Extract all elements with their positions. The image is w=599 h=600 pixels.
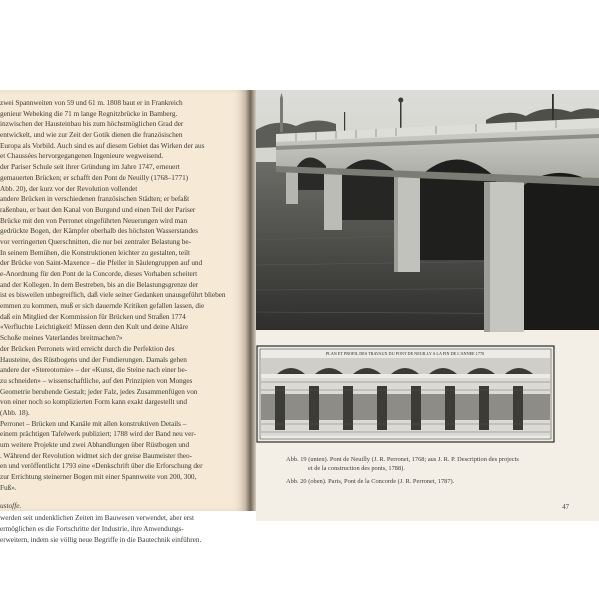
text-line: der Brücken Perronets wird erreicht durch die Perfektion des bbox=[0, 343, 175, 353]
text-line: zwei Spannweiten von 59 und 61 m. 1808 baut er in Frankreich bbox=[0, 98, 183, 107]
caption-text: Paris, Pont de la Concorde (J. R. Perronet, 1787). bbox=[328, 478, 455, 485]
text-line: en und veröffentlicht 1793 eine «Denkschrift über die Erforschung der bbox=[0, 461, 203, 471]
text-line: emmen zu kommen, muß er sich dauernde Kritiken gefallen lassen, die bbox=[0, 301, 205, 311]
text-line: entwickelt, und wie zur Zeit der Gotik dienen die französischen bbox=[0, 130, 183, 140]
text-line: Brücke mit den von Perronet eingeführten Neuerungen wird man bbox=[0, 215, 188, 225]
plate-title: PLAN ET PROFIL DES TRAVAUX DU PONT DE NEUILLY A LA FIN DE L'ANNEE 1770 bbox=[325, 351, 485, 356]
text-line: ist es bisweilen unbegreiflich, daß viele seiner Gedanken unausgeführt blieben bbox=[0, 290, 226, 300]
text-line: Fuß». bbox=[0, 482, 17, 492]
caption-text: Pont de Neuilly (J. R. Perronet, 1768; aus J. R. P. Description des projects bbox=[329, 456, 519, 463]
text-line: ermöglichen es die Fortschritte der Industrie, ihre Anwendungs- bbox=[0, 524, 184, 534]
page-number: 47 bbox=[562, 504, 569, 511]
text-line: zur Errichtung steinerner Bogen mit einer Spannweite von 200, 300, bbox=[0, 472, 197, 482]
text-line: von einer noch so komplizierten Form kann exakt dargestellt und bbox=[0, 397, 187, 407]
text-line: Hausteine, des Rüstbogens und der Fundierungen. Damals gehen bbox=[0, 354, 187, 364]
text-line: andere der «Stereotomie» – der «Kunst, die Steine nach einer be- bbox=[0, 365, 188, 375]
caption-label: Abb. 20 (oben). bbox=[286, 478, 327, 485]
caption-text-continued: et de la construction des ponts, 1788). bbox=[308, 464, 405, 472]
text-line: andere Brücken in verschiedenen französischen Städten; er befaßt bbox=[0, 194, 190, 204]
text-line: (Abb. 18). bbox=[0, 407, 30, 417]
section-heading: ustoffe. bbox=[0, 501, 22, 511]
text-line: e-Anordnung für den Pont de la Concorde, dieses Vorhaben scheitert bbox=[0, 269, 198, 278]
text-line: der Pariser Schule seit ihrer Gründung im Jahre 1747, erneuert bbox=[0, 162, 180, 172]
book-gutter bbox=[246, 90, 256, 511]
text-line: Schoße meines Vaterlandes breitmachen?» bbox=[0, 333, 123, 343]
text-line: Geometrie beruhende Gestalt; jeder Falz, jedes Zusammenfügen von bbox=[0, 386, 198, 396]
caption-label: Abb. 19 (unten). bbox=[286, 456, 329, 463]
text-line: raßenbau, er baut den Kanal von Burgund und einen Teil der Pariser bbox=[0, 204, 196, 214]
text-line: gemauerten Brücken; er schafft den Pont de Neuilly (1768–1771) bbox=[0, 172, 189, 182]
left-page bbox=[0, 90, 246, 544]
text-line: erweitern, indem sie völlig neue Begriffe in die Bautechnik einführen. bbox=[0, 534, 202, 544]
text-line: um weitere Projekte und zwei Abhandlungen über Rüstbogen und bbox=[0, 440, 190, 449]
text-line: «Verfluchte Leichtigkeit! Müssen denn den Kult und deine Altäre bbox=[0, 322, 189, 332]
text-line: vor verringerten Querschnitten, die nur bei zentraler Belastung be- bbox=[0, 236, 191, 246]
text-line: inzwischen der Hausteinbau bis zum höchstmöglichen Grad der bbox=[0, 119, 184, 129]
text-line: werden seit undenklichen Zeiten im Bauwesen verwendet, aber erst bbox=[0, 513, 194, 523]
text-line: In seinem Bemühen, die Konstruktionen leichter zu gestalten, teilt bbox=[0, 247, 191, 257]
text-line: . Während der Revolution widmet sich der greise Baumeister theo- bbox=[0, 450, 193, 460]
text-line: daß ein Mitglied der Kommission für Brücken und Straßen 1774 bbox=[0, 311, 186, 321]
pont-de-la-concorde-photo bbox=[256, 90, 599, 330]
caption-abb-19 bbox=[286, 456, 586, 474]
text-line: Europa als Vorbild. Auch sind es auf diesem Gebiet das Wirken der aus bbox=[0, 140, 205, 150]
text-line: einem prächtigen Tafelwerk publiziert; 1788 wird der Band neu ver- bbox=[0, 429, 196, 439]
text-line: Abb. 20), der kurz vor der Revolution vollendet bbox=[0, 183, 138, 193]
text-line: der Brücke von Saint-Maxence – die Pfeiler in Säulengruppen auf und bbox=[0, 258, 203, 268]
caption-abb-20 bbox=[286, 478, 586, 487]
text-line: Perronet – Brücken und Kanäle mit allen konstruktiven Details – bbox=[0, 418, 187, 428]
pont-de-neuilly-engraving bbox=[257, 346, 554, 442]
text-line: et Chaussées hervorgegangenen Ingenieure wegweisend. bbox=[0, 151, 164, 161]
text-line: genieur Webeking die 71 m lange Regnitzbrücke in Bamberg. bbox=[0, 108, 178, 118]
left-page-text bbox=[0, 98, 232, 546]
right-page bbox=[256, 90, 599, 521]
text-line: and der Kollegen. In dem Bestreben, bis an die Belastungsgrenze der bbox=[0, 279, 199, 289]
text-line: zu schneiden» – wissenschaftliche, auf den Prinzipien von Monges bbox=[0, 375, 193, 385]
text-line: gedrückte Bogen, der Kämpfer oberhalb des höchsten Wasserstandes bbox=[0, 226, 198, 236]
